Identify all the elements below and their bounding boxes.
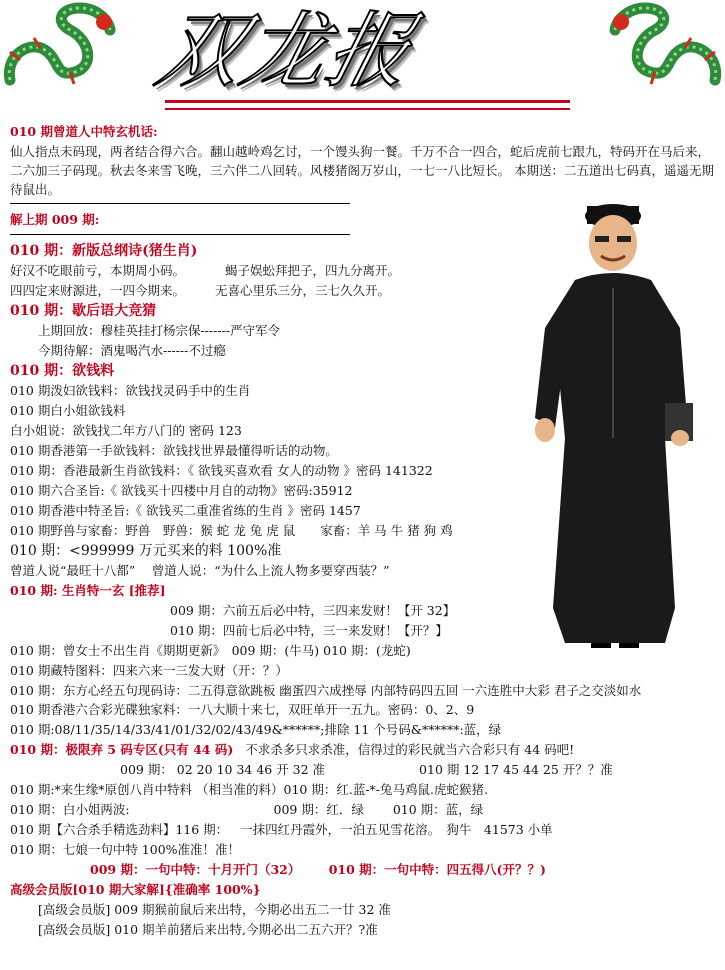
yiju-009: 009 期：一句中特：十月开门（32）: [90, 862, 301, 877]
exclude-line: 010 期:08/11/35/14/33/41/01/32/02/43/49&******;排除 11 个号码&******:蓝，绿: [10, 722, 502, 737]
divider: [10, 203, 350, 204]
yiju-line: [10, 860, 715, 880]
numbers-line: [10, 760, 715, 780]
section-head-6: 010 期: 生肖特一玄 [推荐]: [10, 583, 166, 598]
riddle-last: 上期回放：穆桂英挂打杨宗保-------严守军令: [38, 323, 281, 338]
numbers-010: 010 期 12 17 45 44 25 开？？准: [419, 762, 613, 777]
member-line-2: [高级会员版] 010 期羊前猪后来出特,今期必出二五六开？?准: [38, 922, 378, 937]
section-head-2: 解上期 009 期:: [10, 212, 100, 227]
money-line-1: 010 期白小姐欲钱料: [10, 403, 126, 418]
tuji-line: 010 期藏特图料：四来六来一三发大财（开：？）: [10, 663, 288, 678]
dongfang-line: 010 期：东方心经五句现码诗：二五得意欲跳板 幽蛋四六成挫辱 内部特码四五回 一六连胜中大彩 君子之交淡如水: [10, 683, 642, 698]
money-line-2: 白小姐说：欲钱找二年方八门的 密码 123: [10, 423, 242, 438]
title-underline: [165, 100, 570, 103]
pick-010: 010 期：四前七后必中特，三一来发财！【开？】: [170, 623, 448, 638]
yiju-010: 010 期：一句中特：四五得八(开？？): [328, 862, 546, 877]
section-head-7: 010 期：极限弃 5 码专区(只有 44 码): [10, 742, 234, 757]
liuhe-head: 010 期【六合杀手精选劲料】116 期：: [10, 822, 229, 837]
liuhe-body: 一抹四红丹霞外，一泊五见雪花溶。 狗牛 41573 小单: [240, 822, 553, 837]
poem-line-a: 四四定来财源进，一四今期来。: [10, 283, 186, 298]
qiniang-line: 010 期：七娘一句中特 100%准准！准！: [10, 842, 241, 857]
money-line-3: 010 期香港第一手欲钱料：欲钱找世界最懂得听话的动物。: [10, 443, 338, 458]
poem-text: 仙人指点未码现，两者结合得六合。翻山越岭鸡乞讨，一个馒头狗一餐。千万不合一四合，蛇后虎前七跟九，特码开在马后来，二六加三子码现。秋去冬来雪飞晚，三六伴二八回转。风楼猪阁万岁山，一七一八比短长。 本期送：二五道出七码真，遥遥无期待鼠出。: [10, 144, 714, 197]
bai-values: 009 期：红．绿 010 期：蓝，绿: [273, 802, 484, 817]
money-line-6: 010 期香港中特圣旨:《 欲钱买二重准省练的生肖 》密码 1457: [10, 503, 361, 518]
riddle-current: 今期待解：酒鬼喝汽水------不过瘾: [38, 343, 226, 358]
poem-line-b: 无喜心里乐三分，三七久久开。: [215, 283, 391, 298]
title-underline-2: [165, 108, 570, 110]
section-head-5: 010 期：欲钱料: [10, 363, 115, 379]
dragon-left-icon: [0, 0, 120, 95]
money-line-4: 010 期：香港最新生肖欲钱料：《 欲钱买喜欢看 女人的动物 》密码 141322: [10, 463, 433, 478]
ceng-quote: 曾道人说“最旺十八都” 曾道人说：“为什么上流人物多要穿西装？”: [10, 563, 390, 578]
price-line: 010 期：<999999 万元买来的料 100%准: [10, 543, 282, 559]
kill-zone-note: 不求杀多只求杀准，信得过的彩民就当六合彩只有 44 码吧!: [245, 742, 575, 757]
liuhe-line: [10, 820, 715, 840]
poem-line: [10, 281, 715, 301]
zeng-line: 010 期：曾女士不出生肖《期期更新》 009 期：(牛马) 010 期：(龙蛇): [10, 643, 411, 658]
section-head-3: 010 期：新版总纲诗(猪生肖): [10, 243, 198, 259]
bai-head: 010 期：白小姐两波:: [10, 802, 130, 817]
numbers-009: 009 期： 02 20 10 34 46 开 32 准: [120, 762, 326, 777]
poem-line-b: 蝎子娱蚣拜把子，四九分离开。: [225, 263, 401, 278]
money-line-0: 010 期泼妇欲钱料：欲钱找灵码手中的生肖: [10, 383, 251, 398]
main-content: [10, 122, 715, 940]
page-title: 双龙报: [148, 4, 424, 99]
bai-line: [10, 800, 715, 820]
dieliao-line: 010 期香港六合彩光碟独家料：一八大顺十来七，双旺单开一五九。密码：0、2、9: [10, 702, 475, 717]
header: [0, 0, 725, 118]
member-line-1: [高级会员版] 009 期猴前鼠后来出特，今期必出五二一廿 32 准: [38, 902, 391, 917]
pick-009: 009 期：六前五后必中特，三四来发财！【开 32】: [170, 603, 456, 618]
animals-line: 010 期野兽与家畜：野兽 野兽：猴 蛇 龙 兔 虎 鼠 家畜：羊 马 牛 猪 狗 鸡: [10, 523, 453, 538]
divider: [10, 234, 350, 235]
dragon-right-icon: [605, 0, 725, 95]
kill-zone: [10, 740, 715, 760]
poem-line: [10, 261, 715, 281]
zodiac-line: 010 期:*来生缘*原创八肖中特料 （相当准的料）010 期：红.蓝-*-兔马鸡鼠.虎蛇猴猪.: [10, 782, 488, 797]
poem-line-a: 好汉不吃眼前亏，本期周小码。: [10, 263, 186, 278]
section-head-1: 010 期曾道人中特玄机话:: [10, 124, 158, 139]
section-head-8: 高级会员版[010 期大家解]{准确率 100%}: [10, 882, 261, 897]
money-line-5: 010 期六合圣旨:《 欲钱买十四楼中月自的动物》密码:35912: [10, 483, 353, 498]
section-head-4: 010 期：歇后语大竞猜: [10, 303, 157, 319]
